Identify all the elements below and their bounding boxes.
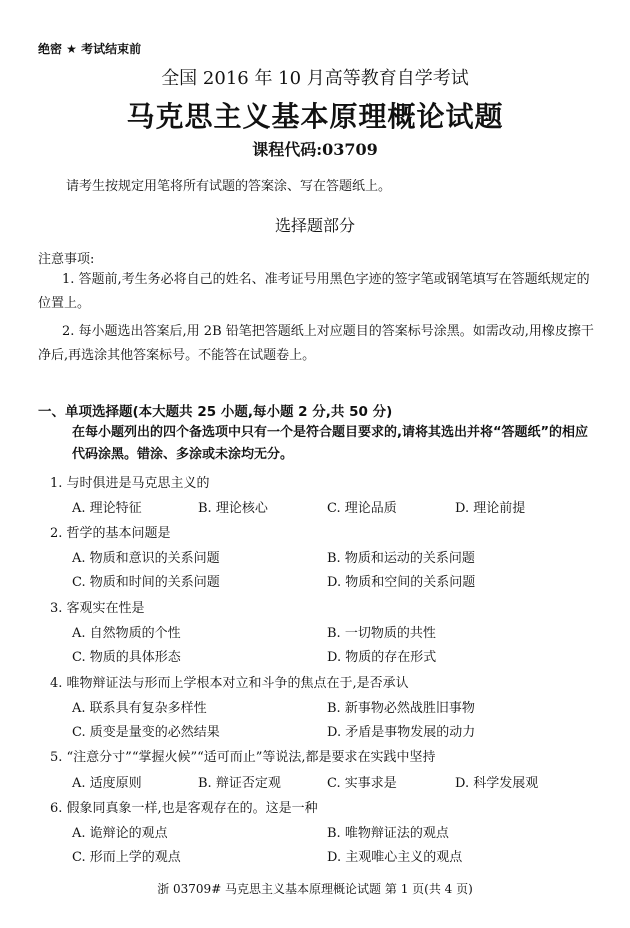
option-b: B. 物质和运动的关系问题: [327, 551, 475, 566]
option-a: A. 诡辩论的观点: [72, 826, 168, 841]
question-stem: 4. 唯物辩证法与形而上学根本对立和斗争的焦点在于,是否承认: [50, 676, 409, 691]
option-d: D. 理论前提: [455, 501, 526, 516]
answer-instruction: 请考生按规定用笔将所有试题的答案涂、写在答题纸上。: [66, 179, 392, 194]
exam-session-line: 全国 2016 年 10 月高等教育自学考试: [161, 68, 469, 89]
option-d: D. 矛盾是事物发展的动力: [327, 725, 476, 740]
note-item: 2. 每小题选出答案后,用 2B 铅笔把答题纸上对应题目的答案标号涂黑。如需改动,用橡皮擦干净后,再选涂其他答案标号。不能答在试题卷上。: [38, 324, 594, 363]
option-d: D. 物质和空间的关系问题: [327, 575, 476, 590]
option-d: D. 物质的存在形式: [327, 650, 437, 665]
option-a: A. 物质和意识的关系问题: [72, 551, 220, 566]
option-b: B. 辩证否定观: [198, 776, 281, 791]
option-b: B. 唯物辩证法的观点: [327, 826, 449, 841]
page-footer: 浙 03709# 马克思主义基本原理概论试题 第 1 页(共 4 页): [157, 882, 473, 896]
option-c: C. 物质的具体形态: [72, 650, 181, 665]
question-stem: 1. 与时俱进是马克思主义的: [50, 476, 210, 491]
option-c: C. 理论品质: [327, 501, 397, 516]
question-stem: 2. 哲学的基本问题是: [50, 526, 171, 541]
notes-title: 注意事项:: [38, 252, 95, 267]
option-d: D. 主观唯心主义的观点: [327, 850, 463, 865]
question-stem: 3. 客观实在性是: [50, 601, 145, 616]
option-a: A. 适度原则: [72, 776, 142, 791]
section-title: 选择题部分: [274, 216, 355, 235]
option-d: D. 科学发展观: [455, 776, 539, 791]
paper-title: 马克思主义基本原理概论试题: [126, 100, 504, 133]
question-stem: 6. 假象同真象一样,也是客观存在的。这是一种: [50, 801, 318, 816]
option-c: C. 质变是量变的必然结果: [72, 725, 220, 740]
confidential-label: 绝密 ★ 考试结束前: [38, 42, 142, 56]
option-a: A. 理论特征: [72, 501, 142, 516]
note-item: 1. 答题前,考生务必将自己的姓名、准考证号用黑色字迹的签字笔或钢笔填写在答题纸规定的位置上。: [38, 272, 590, 311]
option-b: B. 理论核心: [198, 501, 268, 516]
option-c: C. 物质和时间的关系问题: [72, 575, 220, 590]
option-a: A. 自然物质的个性: [72, 626, 181, 641]
course-code: 课程代码:03709: [252, 140, 378, 159]
option-c: C. 形而上学的观点: [72, 850, 181, 865]
option-b: B. 新事物必然战胜旧事物: [327, 701, 475, 716]
question-stem: 5. “注意分寸”“掌握火候”“适可而止”等说法,都是要求在实践中坚持: [50, 750, 436, 765]
option-a: A. 联系具有复杂多样性: [72, 701, 207, 716]
option-c: C. 实事求是: [327, 776, 397, 791]
part-title: 一、单项选择题(本大题共 25 小题,每小题 2 分,共 50 分): [38, 404, 393, 420]
option-b: B. 一切物质的共性: [327, 626, 436, 641]
part-description: 在每小题列出的四个备选项中只有一个是符合题目要求的,请将其选出并将“答题纸”的相应代码涂黑。错涂、多涂或未涂均无分。: [72, 425, 589, 462]
